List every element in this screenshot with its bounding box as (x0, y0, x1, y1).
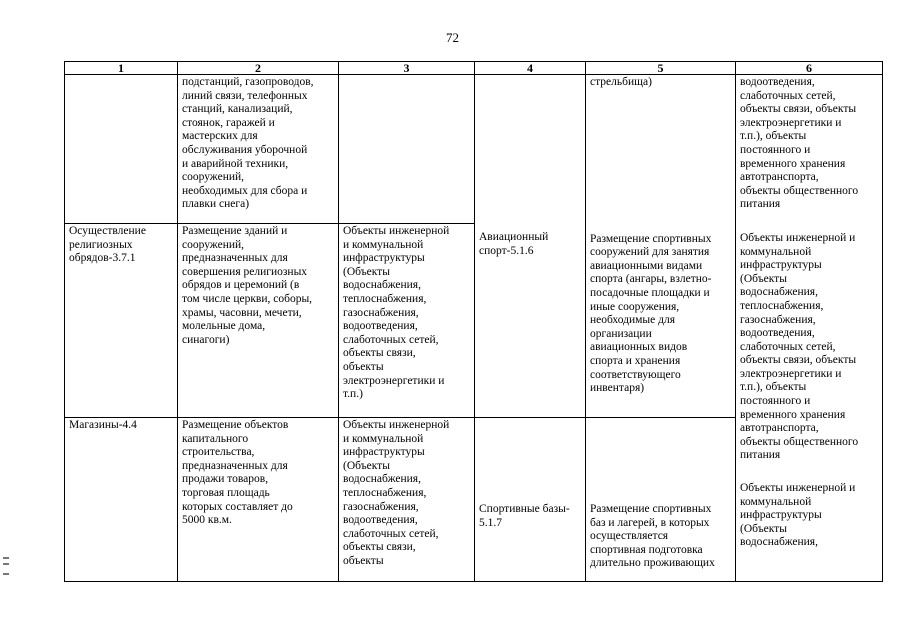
table-cell (475, 75, 586, 418)
table-cell (339, 75, 475, 224)
table-cell: Размещение зданий и сооружений, предназначенных для совершения религиозных обрядов и церемоний (в том числе церкви, соборы, храмы, часовни, мечети, молельные дома, синагоги) (178, 224, 339, 418)
column-header: 4 (475, 62, 586, 75)
table-cell: Объекты инженерной и коммунальной инфраструктуры (Объекты водоснабжения, теплоснабжения, газоснабжения, водоотведения, слаботочных сетей, объекты связи, объекты электроэнергетики и т.п.) (339, 224, 475, 418)
sport-description: Размещение спортивных сооружений для занятия авиационными видами спорта (ангары, взлетно- посадочные площадки и иные сооружения, необходимые для организации авиационных видов спорта и хранения соответствующего инвентаря) (590, 232, 712, 395)
table-cell: Объекты инженерной и коммунальной инфраструктуры (Объекты водоснабжения, теплоснабжения, газоснабжения, водоотведения, слаботочных сетей, объекты связи, объекты (339, 418, 475, 582)
page-number: 72 (446, 30, 459, 45)
table-cell: Осуществление религиозных обрядов-3.7.1 (65, 224, 178, 418)
table-cell: стрельбища) Размещение спортивных сооружений для занятия авиационными видами спорта (ангары, взлетно- посадочные площадки и иные сооружения, необходимые для организации авиационных видов спорта и хранения соответствующего инвентаря) (586, 75, 736, 418)
column-header: 2 (178, 62, 339, 75)
table-cell: подстанций, газопроводов, линий связи, телефонных станций, канализаций, стоянок, гаражей и мастерских для обслуживания уборочной и аварийной техники, сооружений, необходимых для сбора и плавки снега) (178, 75, 339, 224)
column-header: 6 (736, 62, 883, 75)
table-cell: водоотведения, слаботочных сетей, объекты связи, объекты электроэнергетики и т.п.), объекты постоянного и временного хранения автотранспорта, объекты общественного питания Объекты инженерной и коммунальной инфраструктуры (Объекты водоснабжения, теплоснабжения, газоснабжения, водоотведения, слаботочных сетей, объекты связи, объекты электроэнергетики и т.п.), объекты постоянного и временного хранения автотранспорта, объекты общественного питания Объекты инженерной и коммунальной инфраструктуры (Объекты водоснабжения, (736, 75, 883, 582)
table-cell: Размещение объектов капитального строительства, предназначенных для продажи товаров, торговая площадь которых составляет до 5000 кв.м. (178, 418, 339, 582)
sport-name: Авиационный спорт-5.1.6 (479, 231, 549, 257)
table-cell: Спортивные базы- 5.1.7 (475, 418, 586, 582)
table-header-row (65, 62, 883, 75)
table-cell: Магазины-4.4 (65, 418, 178, 582)
column-header: 5 (586, 62, 736, 75)
column-header: 3 (339, 62, 475, 75)
table-cell (65, 75, 178, 224)
table-row (65, 75, 883, 224)
margin-mark-icon (3, 557, 9, 575)
column-header: 1 (65, 62, 178, 75)
land-use-table (64, 61, 883, 582)
table-cell: Размещение спортивных баз и лагерей, в которых осуществляется спортивная подготовка длительно проживающих (586, 418, 736, 582)
